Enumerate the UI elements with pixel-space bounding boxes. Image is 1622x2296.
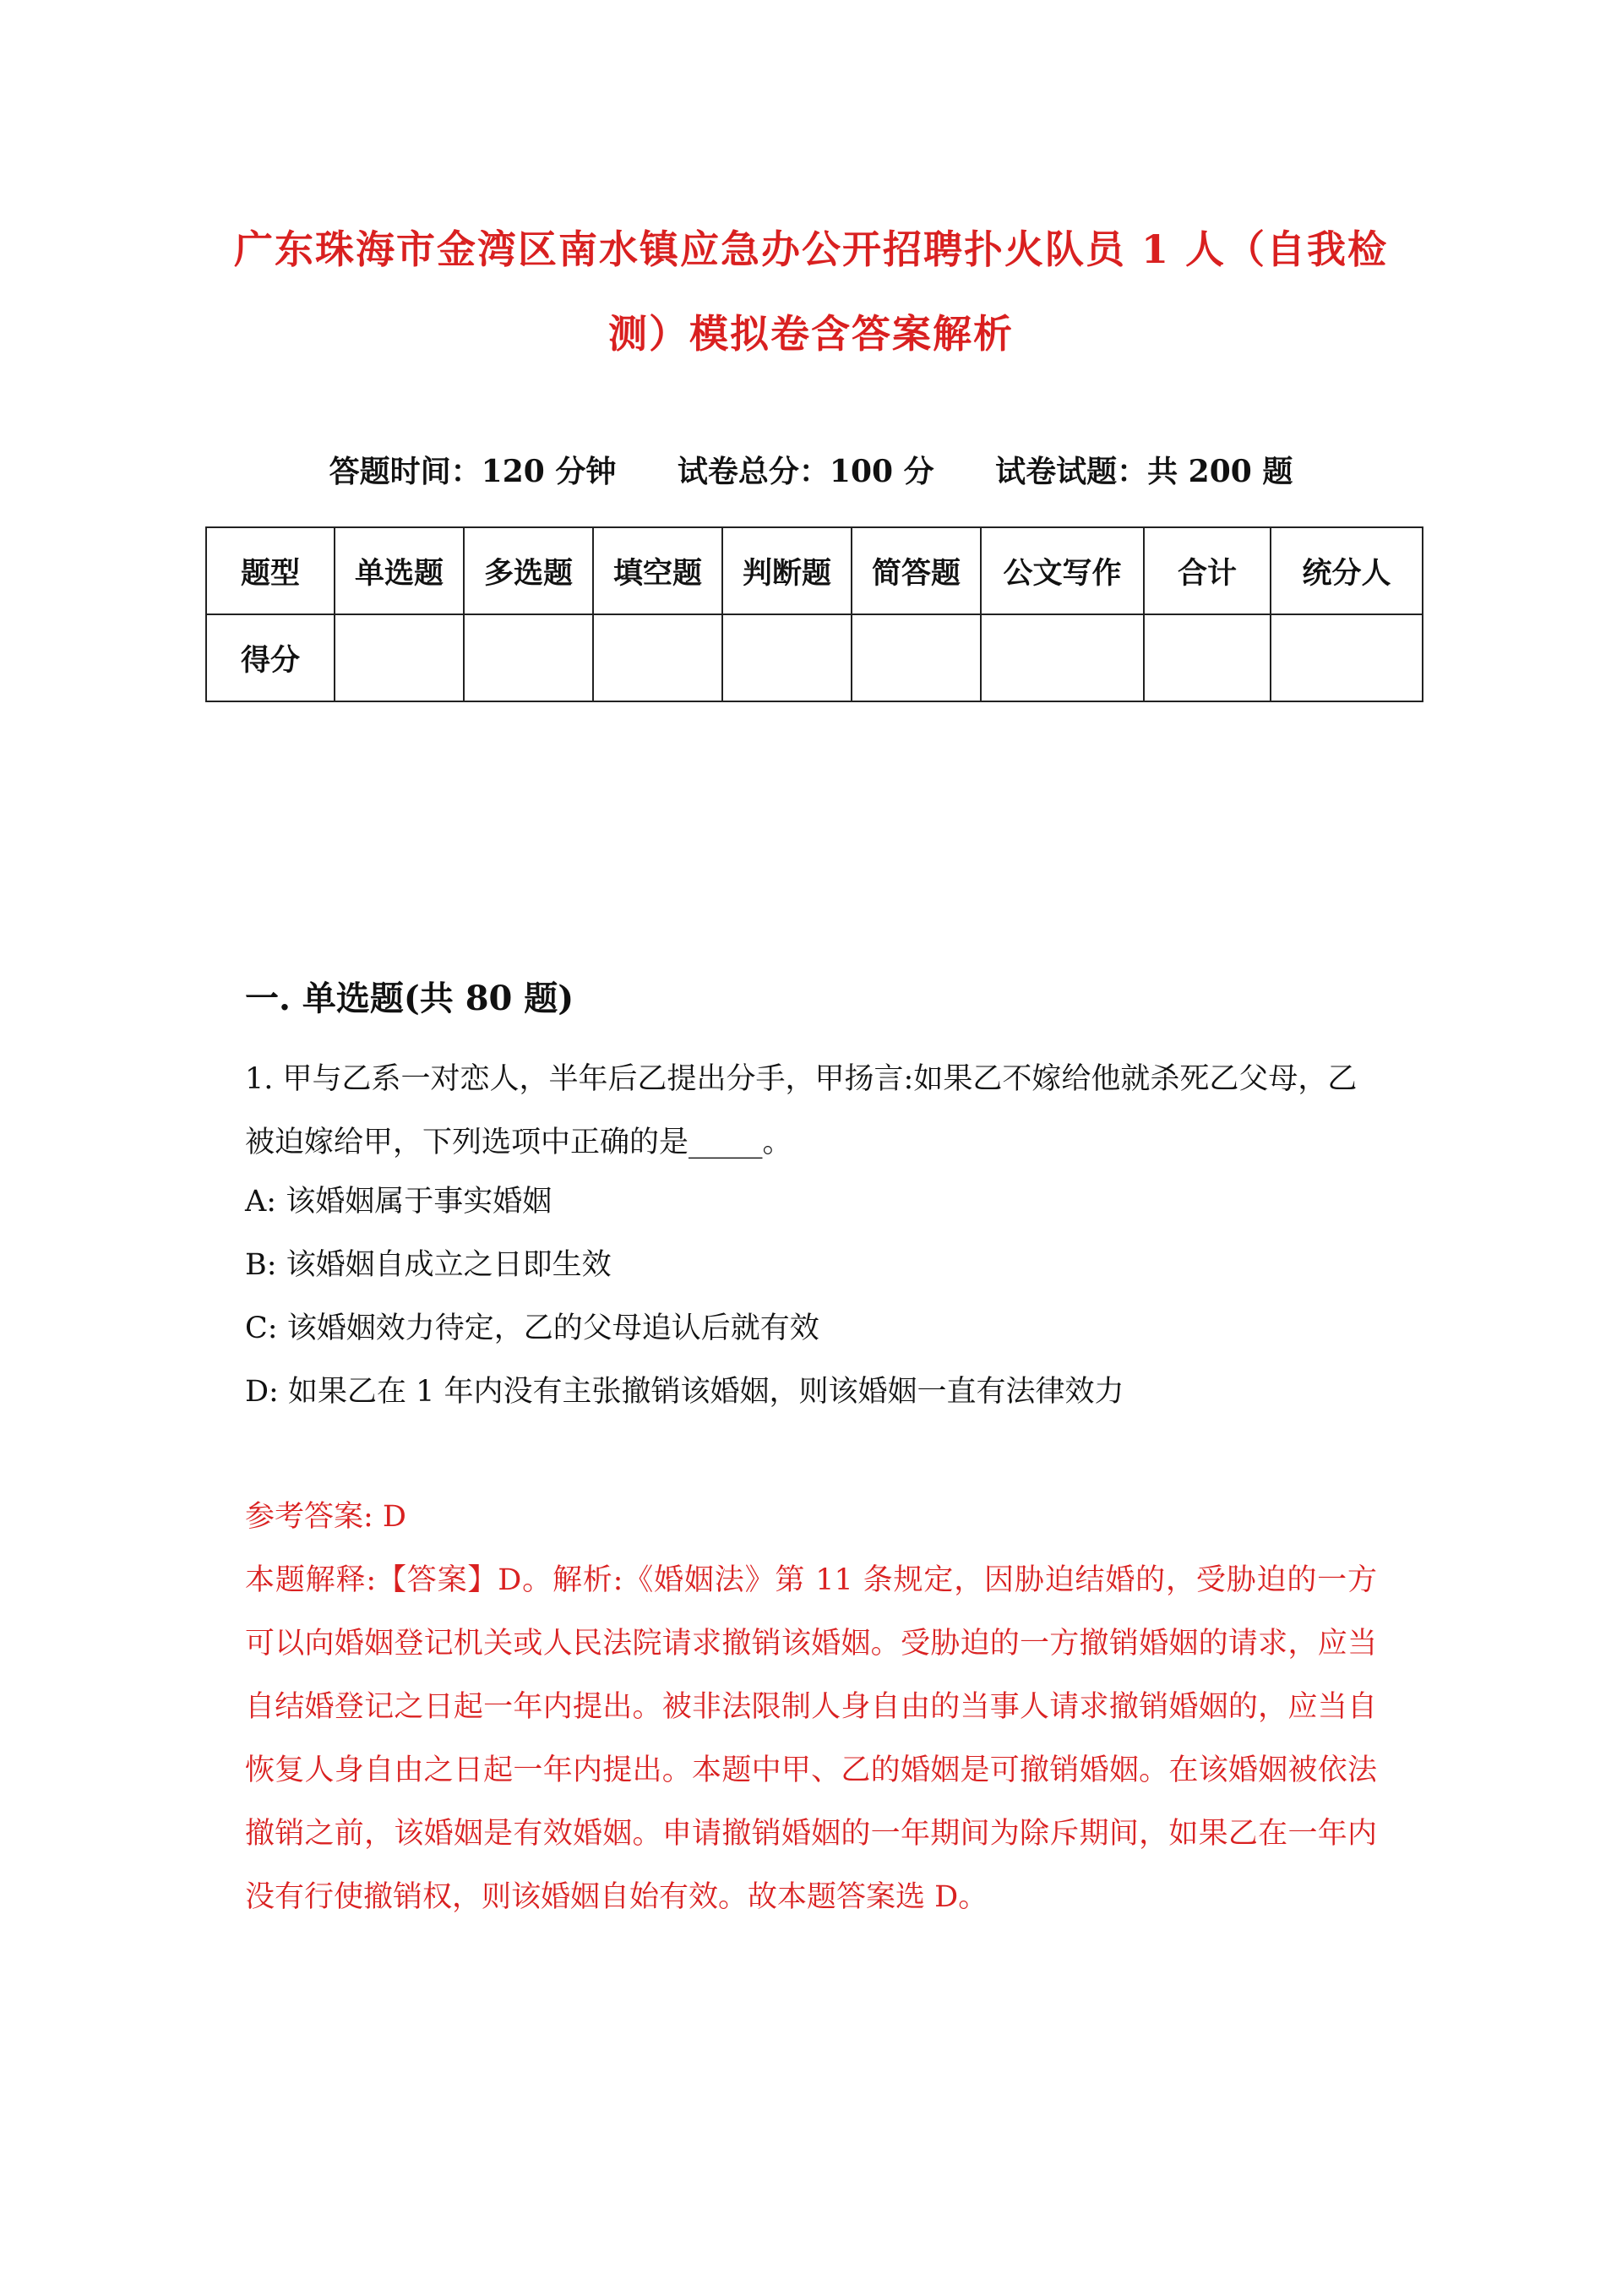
exam-time: 答题时间：120 分钟 — [329, 454, 617, 489]
options-list — [245, 1170, 1377, 1424]
header-cell-judge: 判断题 — [722, 527, 852, 614]
option-c: C: 该婚姻效力待定，乙的父母追认后就有效 — [245, 1312, 819, 1345]
option-b: B: 该婚姻自成立之日即生效 — [245, 1248, 612, 1282]
header-cell-multi: 多选题 — [464, 527, 593, 614]
option-d: D: 如果乙在 1 年内没有主张撤销该婚姻，则该婚姻一直有法律效力 — [245, 1375, 1124, 1409]
score-table-header-row — [206, 527, 1423, 614]
score-table-score-row — [206, 614, 1423, 701]
header-cell-short: 简答题 — [852, 527, 981, 614]
option-a: A: 该婚姻属于事实婚姻 — [245, 1185, 552, 1219]
title-line-1: 广东珠海市金湾区南水镇应急办公开招聘扑火队员 1 人（自我检 — [233, 226, 1389, 272]
header-cell-total: 合计 — [1144, 527, 1271, 614]
exam-question-count: 试卷试题：共 200 题 — [995, 454, 1293, 489]
exam-info — [203, 448, 1419, 491]
score-cell — [722, 614, 852, 701]
score-cell — [981, 614, 1144, 701]
header-cell-type: 题型 — [206, 527, 335, 614]
score-cell — [335, 614, 464, 701]
answer-block — [245, 1486, 1377, 1929]
document-title — [203, 207, 1419, 376]
header-cell-grader: 统分人 — [1271, 527, 1423, 614]
header-cell-fill: 填空题 — [593, 527, 722, 614]
score-cell — [464, 614, 593, 701]
score-table — [205, 526, 1423, 702]
header-cell-single: 单选题 — [335, 527, 464, 614]
answer-explanation: 本题解释:【答案】D。解析:《婚姻法》第 11 条规定，因胁迫结婚的，受胁迫的一方可以向婚姻登记机关或人民法院请求撤销该婚姻。受胁迫的一方撤销婚姻的请求，应当自结婚登记之日起一年内提出。被非法限制人身自由的当事人请求撤销婚姻的，应当自恢复人身自由之日起一年内提出。本题中甲、乙的婚姻是可撤销婚姻。在该婚姻被依法撤销之前，该婚姻是有效婚姻。申请撤销婚姻的一年期间为除斥期间，如果乙在一年内没有行使撤销权，则该婚姻自始有效。故本题答案选 D。 — [245, 1563, 1377, 1914]
question-text: 1. 甲与乙系一对恋人，半年后乙提出分手，甲扬言:如果乙不嫁给他就杀死乙父母，乙被迫嫁给甲，下列选项中正确的是_____。 — [245, 1062, 1358, 1159]
exam-total-score: 试卷总分：100 分 — [677, 454, 934, 489]
section-heading: 一. 单选题(共 80 题) — [245, 979, 574, 1018]
score-cell — [593, 614, 722, 701]
score-row-label: 得分 — [206, 614, 335, 701]
header-cell-writing: 公文写作 — [981, 527, 1144, 614]
score-cell — [852, 614, 981, 701]
score-cell — [1271, 614, 1423, 701]
reference-answer: 参考答案: D — [245, 1500, 406, 1534]
score-cell — [1144, 614, 1271, 701]
title-line-2: 测）模拟卷含答案解析 — [608, 311, 1014, 357]
